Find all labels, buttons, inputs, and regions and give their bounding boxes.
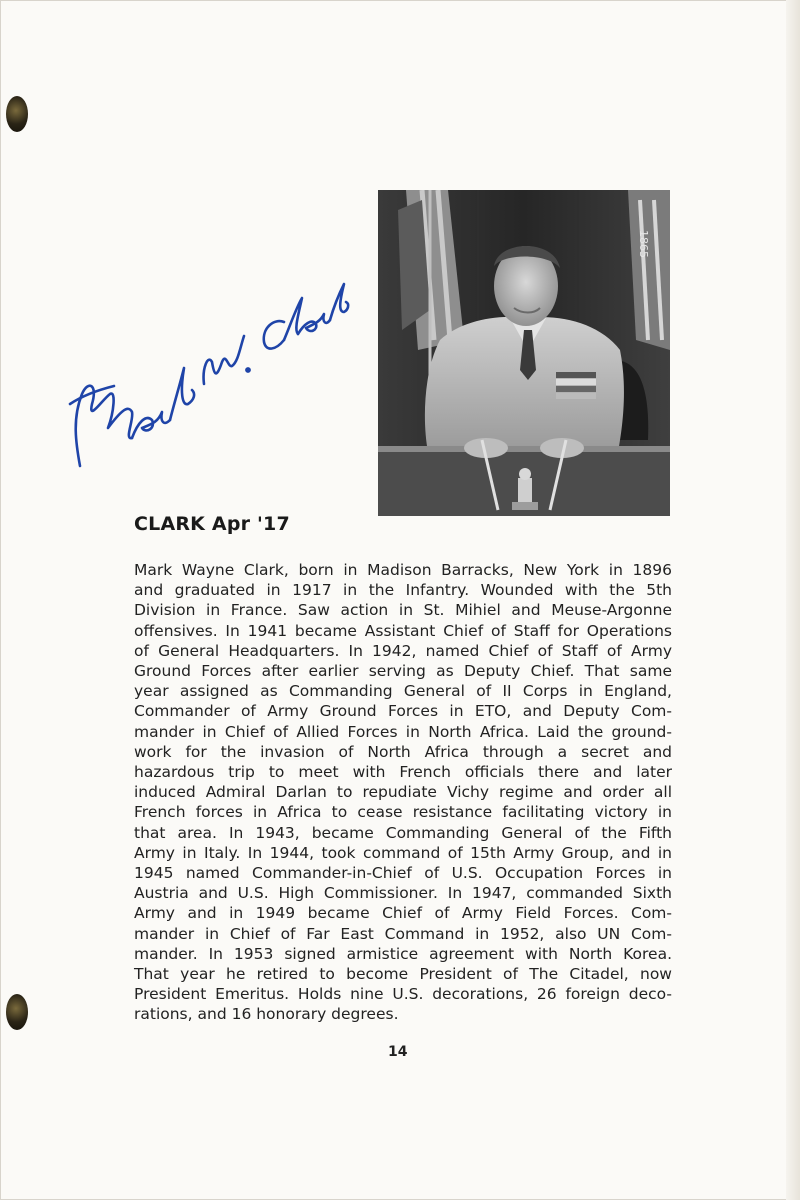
bio-line: Army and in 1949 became Chief of Army Field Forces. Com- bbox=[134, 904, 672, 923]
portrait-photo bbox=[378, 190, 670, 516]
bio-line: induced Admiral Darlan to repudiate Vichy regime and order all bbox=[134, 783, 672, 802]
bio-line: mander in Chief of Allied Forces in North Africa. Laid the ground- bbox=[134, 722, 672, 741]
svg-text:1865: 1865 bbox=[637, 230, 650, 258]
bio-line: that area. In 1943, became Commanding General of the Fifth bbox=[134, 823, 672, 842]
biography-paragraph bbox=[134, 560, 672, 1025]
page-edge bbox=[786, 0, 800, 1200]
bio-line: French forces in Africa to cease resistance facilitating victory in bbox=[134, 803, 672, 822]
bio-line: Army in Italy. In 1944, took command of 15th Army Group, and in bbox=[134, 843, 672, 862]
alumnus-heading: CLARK Apr '17 bbox=[134, 513, 290, 535]
bio-line: mander in Chief of Far East Command in 1952, also UN Com- bbox=[134, 924, 672, 943]
bio-line: and graduated in 1917 in the Infantry. Wounded with the 5th bbox=[134, 581, 672, 600]
binder-ring-top bbox=[6, 96, 28, 132]
bio-line: President Emeritus. Holds nine U.S. decorations, 26 foreign deco- bbox=[134, 985, 672, 1004]
bio-line: Austria and U.S. High Commissioner. In 1947, commanded Sixth bbox=[134, 884, 672, 903]
bio-line: Mark Wayne Clark, born in Madison Barracks, New York in 1896 bbox=[134, 561, 672, 579]
handwritten-signature bbox=[62, 244, 352, 484]
bio-line: hazardous trip to meet with French officials there and later bbox=[134, 763, 672, 782]
bio-line: Ground Forces after earlier serving as Deputy Chief. That same bbox=[134, 662, 672, 681]
bio-line: offensives. In 1941 became Assistant Chief of Staff for Operations bbox=[134, 621, 672, 640]
bio-line: mander. In 1953 signed armistice agreement with North Korea. bbox=[134, 944, 672, 963]
bio-line: Division in France. Saw action in St. Mihiel and Meuse-Argonne bbox=[134, 601, 672, 620]
bio-line: That year he retired to become President of The Citadel, now bbox=[134, 965, 672, 984]
bio-line: work for the invasion of North Africa through a secret and bbox=[134, 742, 672, 761]
bio-line: 1945 named Commander-in-Chief of U.S. Occupation Forces in bbox=[134, 864, 672, 883]
bio-line: year assigned as Commanding General of II Corps in England, bbox=[134, 682, 672, 701]
bio-line: rations, and 16 honorary degrees. bbox=[134, 1005, 399, 1024]
page-number: 14 bbox=[388, 1044, 408, 1060]
bio-line: Commander of Army Ground Forces in ETO, and Deputy Com- bbox=[134, 702, 672, 721]
bio-line: of General Headquarters. In 1942, named Chief of Staff of Army bbox=[134, 641, 672, 660]
binder-ring-bottom bbox=[6, 994, 28, 1030]
